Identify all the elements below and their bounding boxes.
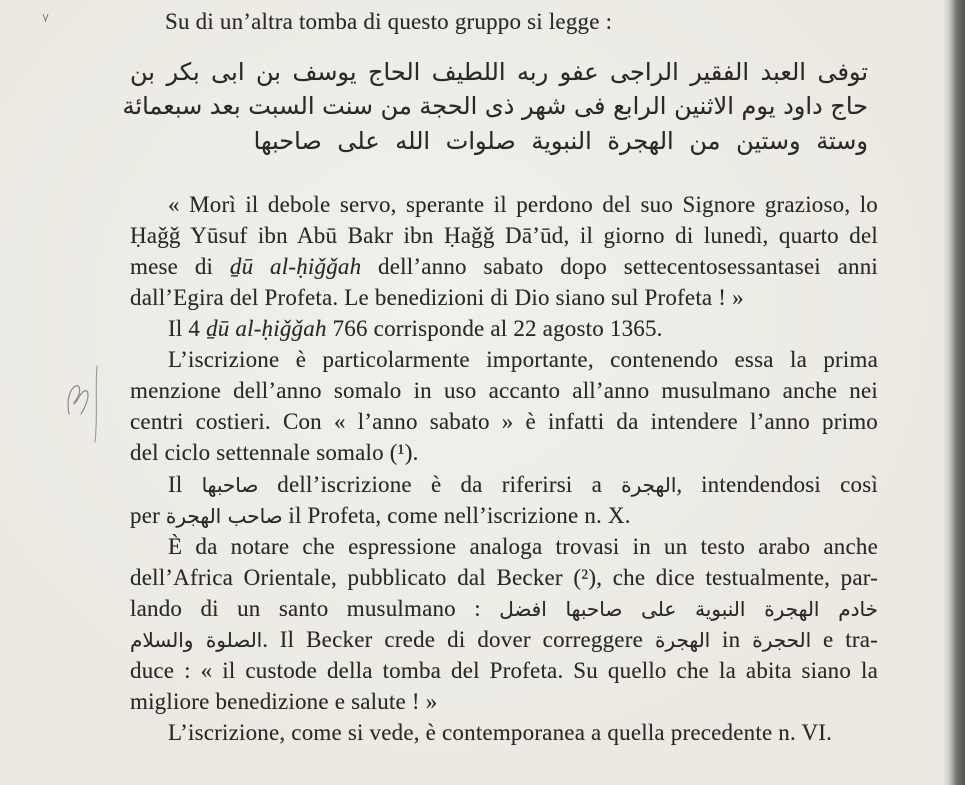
arabic-inscription-line: حاج داود يوم الاثنين الرابع فى شهر ذى الحجة من سنت السبت بعد سبعمائة: [122, 92, 868, 120]
date-correspondence-line: [168, 314, 878, 344]
translation-text: mese di: [130, 254, 230, 279]
arabic-term: صاحبها: [201, 473, 259, 497]
arabic-term: الهجرة: [654, 628, 711, 652]
paragraph-line: duce : « il custode della tomba del Profeta. Su quello che la abita siano la: [130, 658, 878, 683]
arabic-term: الهجرة: [621, 473, 677, 497]
paragraph-line: [130, 501, 878, 531]
paragraph-line: L’iscrizione è particolarmente importante, contenendo essa la prima: [168, 347, 878, 372]
ink-speck: [40, 12, 52, 24]
paragraph-text: del ciclo settennale somalo: [130, 440, 390, 465]
pencil-margin-mark: [55, 362, 105, 444]
paragraph-text: in: [710, 627, 753, 652]
arabic-term: صاحب الهجرة: [165, 504, 283, 528]
paragraph-text: dell’iscrizione è da riferirsi a: [258, 472, 622, 497]
paragraph-text: . Il Becker crede di dover correggere: [262, 627, 655, 652]
paragraph-line: [130, 594, 878, 624]
closing-line: L’iscrizione, come si vede, è contemporanea a quella precedente n. VI.: [168, 720, 833, 745]
paragraph-text: per: [130, 503, 166, 528]
footnote-marker: (²): [573, 565, 597, 590]
translation-line: dall’Egira del Profeta. Le benedizioni di Dio siano sul Profeta ! »: [130, 285, 744, 310]
paragraph-line: [168, 470, 878, 500]
paragraph-line: centri costieri. Con « l’anno sabato » è infatti da intendere l’anno primo: [130, 409, 878, 434]
paragraph-text: e tra-: [811, 627, 879, 652]
paragraph-text: , intendendosi così: [676, 472, 878, 497]
arabic-quote: الصلوة والسلام: [130, 628, 263, 652]
arabic-term: الحجرة: [752, 628, 812, 652]
page-edge-shadow: [943, 0, 965, 785]
paragraph-text: lando di un santo musulmano :: [130, 596, 500, 621]
translation-line: « Morì il debole servo, sperante il perdono del suo Signore grazioso, lo: [168, 192, 878, 217]
arabic-inscription-line: وستة وستين من الهجرة النبوية صلوات الله على صاحبها: [253, 127, 868, 155]
paragraph-line: [130, 438, 878, 468]
paragraph-text: dell’Africa Orientale, pubblicato dal Becker: [130, 565, 574, 590]
month-transliteration: ḏū al-ḥiǧǧah: [206, 316, 327, 341]
footnote-marker: (¹): [389, 440, 413, 465]
paragraph-line: [130, 563, 878, 593]
paragraph-text: Il: [168, 472, 202, 497]
paragraph-line: [130, 625, 878, 655]
paragraph-line: È da notare che espressione analoga trovasi in un testo arabo anche: [168, 534, 878, 559]
paragraph-line: menzione dell’anno somalo in uso accanto all’anno musulmano anche nei: [130, 378, 878, 403]
translation-line: Ḥaǧǧ Yūsuf ibn Abū Bakr ibn Ḥaǧǧ Dā’ūd, il giorno di lunedì, quarto del: [130, 223, 878, 248]
intro-line: Su di un’altra tomba di questo gruppo si legge :: [165, 9, 613, 34]
paragraph-text: il Profeta, come nell’iscrizione n. X.: [282, 503, 631, 528]
arabic-quote: خادم الهجرة النبوية على صاحبها افضل: [499, 597, 878, 621]
paragraph-line: migliore benedizione e salute ! »: [130, 689, 438, 714]
translation-line: [130, 252, 878, 282]
date-text: 766 corrisponde al 22 agosto 1365.: [326, 316, 663, 341]
date-text: Il 4: [168, 316, 207, 341]
translation-text: dell’anno sabato dopo settecentosessantasei anni: [361, 254, 879, 279]
paragraph-text: , che dice testualmente, par-: [596, 565, 878, 590]
month-transliteration: ḏū al-ḥiǧǧah: [229, 254, 362, 279]
paragraph-text: .: [412, 440, 419, 465]
arabic-inscription-line: توفى العبد الفقير الراجى عفو ربه اللطيف الحاج يوسف بن ابى بكر بن: [130, 58, 868, 86]
